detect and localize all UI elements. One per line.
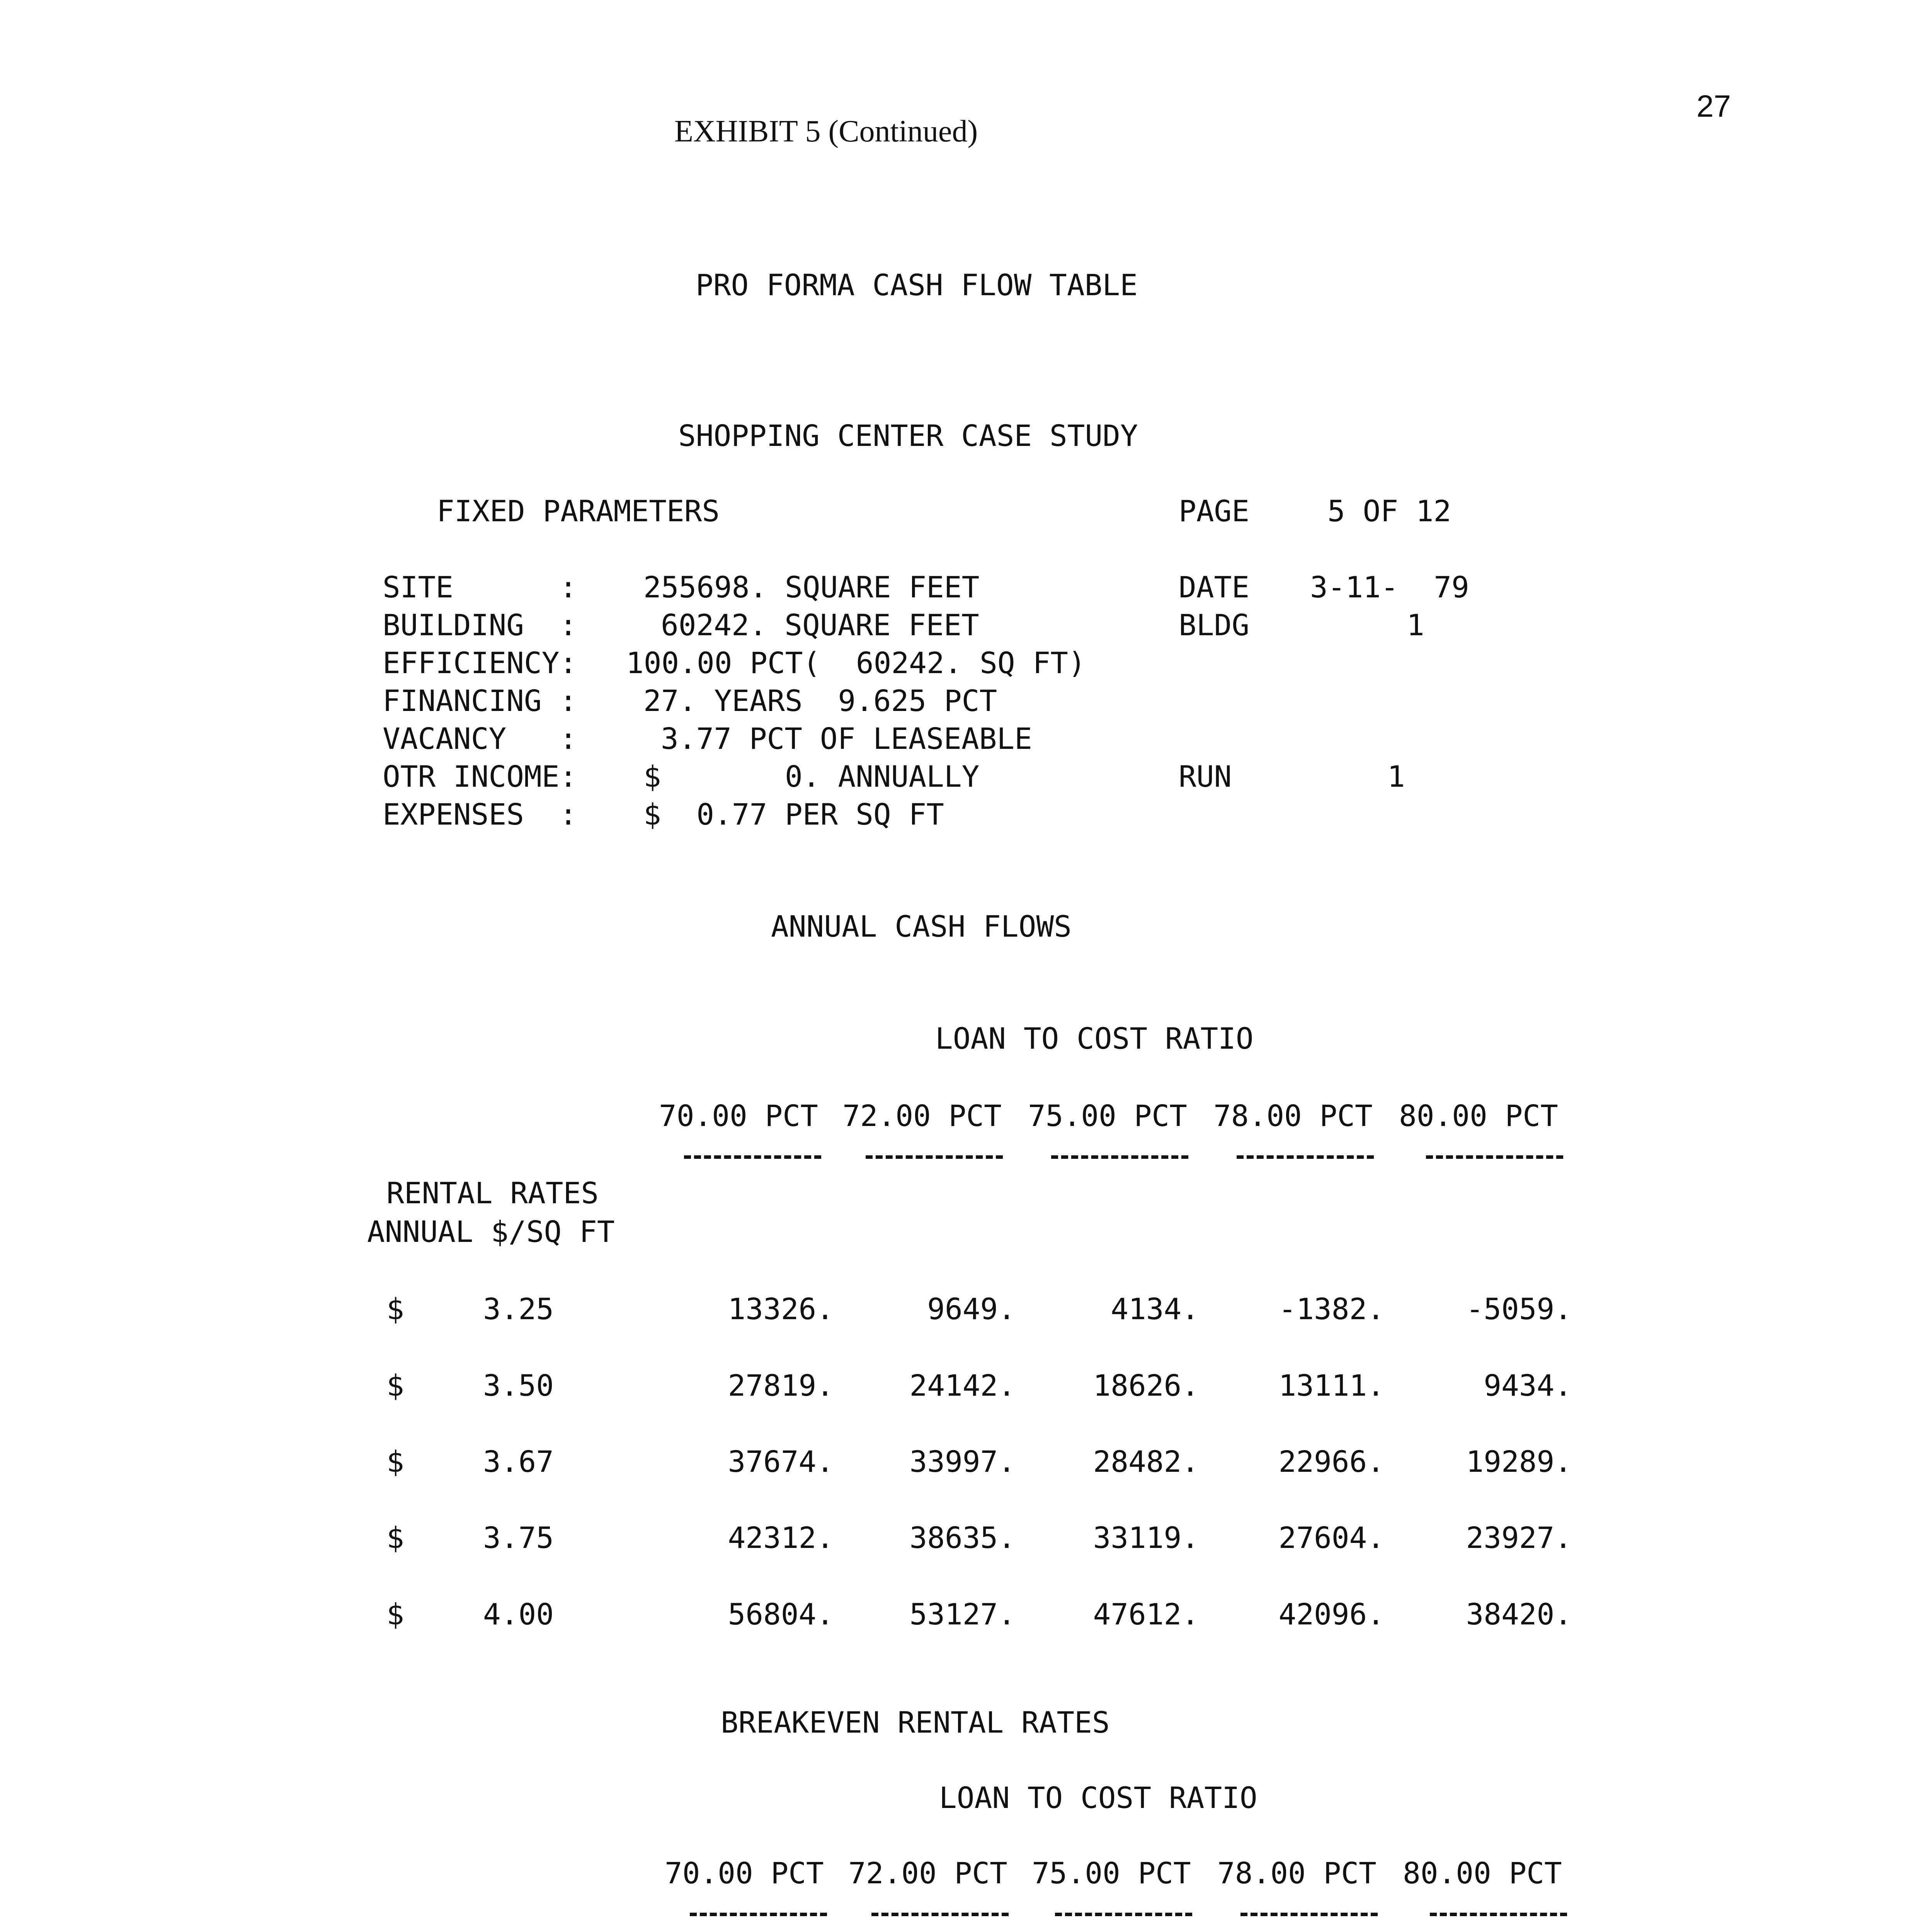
table-cell: 42312. [728,1520,834,1555]
table-cell: 22966. [1278,1444,1385,1479]
table-cell: 47612. [1093,1597,1199,1631]
breakeven-col-75: 75.00 PCT [1032,1856,1191,1890]
run-label: RUN [1179,759,1232,794]
table-cell: 33997. [909,1444,1016,1479]
param-value-expenses: $ 0.77 PER SQ FT [643,797,944,832]
table-cell: 27819. [728,1368,834,1403]
annual-underline-80 [1426,1155,1563,1159]
table-cell: 33119. [1093,1520,1199,1555]
table-title: PRO FORMA CASH FLOW TABLE [696,268,1138,302]
bldg-value: 1 [1407,608,1424,642]
row-rate: 3.50 [483,1368,554,1403]
breakeven-underline-70 [690,1913,827,1916]
param-value-site: 255698. SQUARE FEET [643,570,980,604]
page-value: 5 OF 12 [1327,494,1451,528]
breakeven-underline-75 [1055,1913,1192,1916]
annual-col-75: 75.00 PCT [1028,1099,1187,1133]
annual-row-header-1: RENTAL RATES [386,1176,599,1210]
table-cell: 37674. [728,1444,834,1479]
annual-underline-72 [866,1155,1003,1159]
fixed-parameters-heading: FIXED PARAMETERS [437,494,720,528]
annual-col-78: 78.00 PCT [1213,1099,1373,1133]
table-cell: 9434. [1484,1368,1572,1403]
param-label-financing: FINANCING : [383,684,577,718]
table-cell: 19289. [1466,1444,1572,1479]
param-value-efficiency: 100.00 PCT( 60242. SQ FT) [626,646,1086,680]
annual-underline-70 [684,1155,821,1159]
table-cell: 13326. [728,1292,834,1326]
breakeven-col-70: 70.00 PCT [665,1856,824,1890]
table-cell: 56804. [728,1597,834,1631]
table-cell: 13111. [1278,1368,1385,1403]
case-study-title: SHOPPING CENTER CASE STUDY [678,418,1138,453]
param-value-vacancy: 3.77 PCT OF LEASEABLE [661,721,1032,756]
date-label: DATE [1179,570,1250,604]
row-rate: 3.75 [483,1520,554,1555]
row-currency: $ [386,1597,404,1631]
annual-underline-78 [1237,1155,1374,1159]
param-label-site: SITE : [383,570,577,604]
param-label-building: BUILDING : [383,608,577,642]
date-value: 3-11- 79 [1310,570,1469,604]
table-cell: 28482. [1093,1444,1199,1479]
annual-loan-to-cost-heading: LOAN TO COST RATIO [935,1021,1254,1056]
breakeven-loan-to-cost-heading: LOAN TO COST RATIO [939,1781,1257,1815]
table-cell: 24142. [909,1368,1016,1403]
table-cell: -1382. [1278,1292,1385,1326]
bldg-label: BLDG [1179,608,1250,642]
annual-cash-flows-heading: ANNUAL CASH FLOWS [771,909,1072,944]
row-rate: 3.67 [483,1444,554,1479]
run-value: 1 [1387,759,1405,794]
param-label-expenses: EXPENSES : [383,797,577,832]
row-currency: $ [386,1292,404,1326]
param-value-other-income: $ 0. ANNUALLY [643,759,980,794]
param-value-building: 60242. SQUARE FEET [661,608,979,642]
breakeven-col-80: 80.00 PCT [1403,1856,1562,1890]
param-value-financing: 27. YEARS 9.625 PCT [643,684,997,718]
table-cell: 27604. [1278,1520,1385,1555]
row-currency: $ [386,1520,404,1555]
row-rate: 4.00 [483,1597,554,1631]
breakeven-col-72: 72.00 PCT [848,1856,1007,1890]
annual-col-80: 80.00 PCT [1399,1099,1558,1133]
table-cell: 18626. [1093,1368,1199,1403]
param-label-efficiency: EFFICIENCY: [383,646,577,680]
annual-underline-75 [1051,1155,1188,1159]
param-label-vacancy: VACANCY : [383,721,577,756]
annual-row-header-2: ANNUAL $/SQ FT [367,1214,615,1249]
breakeven-underline-78 [1240,1913,1378,1916]
row-currency: $ [386,1444,404,1479]
table-cell: 4134. [1111,1292,1199,1326]
page-number: 27 [1696,89,1731,123]
table-cell: -5059. [1466,1292,1572,1326]
breakeven-heading: BREAKEVEN RENTAL RATES [721,1705,1110,1740]
breakeven-underline-72 [871,1913,1009,1916]
table-cell: 23927. [1466,1520,1572,1555]
exhibit-title: EXHIBIT 5 (Continued) [674,114,978,148]
annual-col-70: 70.00 PCT [659,1099,818,1133]
table-cell: 9649. [927,1292,1016,1326]
row-currency: $ [386,1368,404,1403]
table-cell: 42096. [1278,1597,1385,1631]
page-label: PAGE [1179,494,1250,528]
breakeven-underline-80 [1430,1913,1567,1916]
annual-col-72: 72.00 PCT [842,1099,1002,1133]
param-label-other-income: OTR INCOME: [383,759,577,794]
table-cell: 53127. [909,1597,1016,1631]
table-cell: 38420. [1466,1597,1572,1631]
breakeven-col-78: 78.00 PCT [1217,1856,1377,1890]
row-rate: 3.25 [483,1292,554,1326]
table-cell: 38635. [909,1520,1016,1555]
